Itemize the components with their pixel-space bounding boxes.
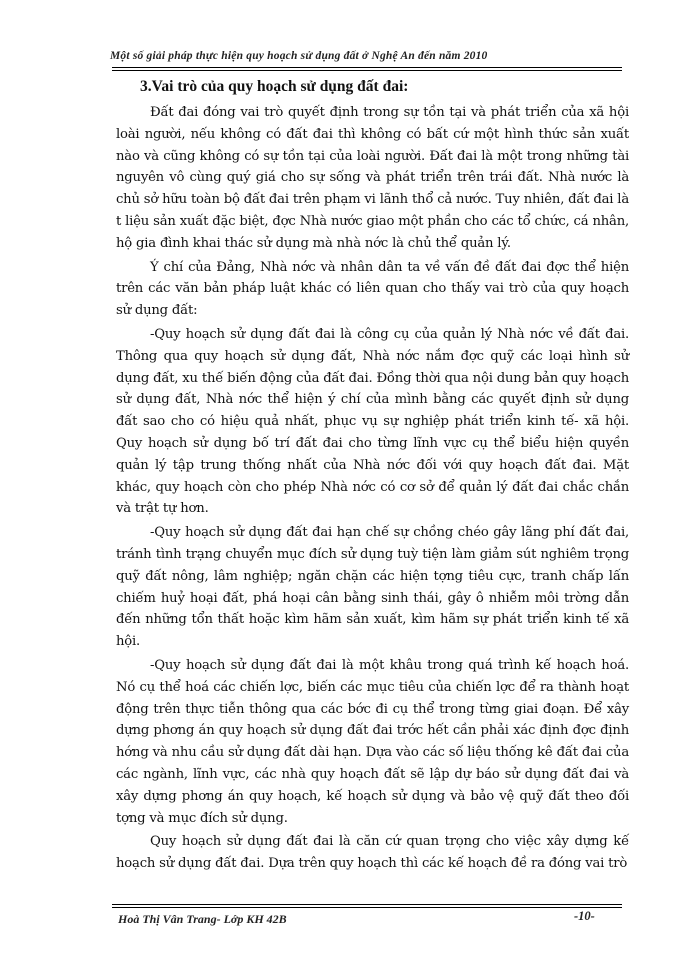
paragraph: -Quy hoạch sử dụng đất đai là một khâu trong quá trình kế hoạch hoá. Nó cụ thể hoá các chiến lợc, biến các mục tiêu của chiến lợc để ra thành hoạt động trên thực tiễn thông qua các bớc đi cụ thể trong từng giai đoạn. Để xây dựng phơng án quy hoạch sử dụng đất đai trớc hết cần phải xác định đợc định hớng và nhu cầu sử dụng đất dài hạn. Dựa vào các số liệu thống kê đất đai của các ngành, lĩnh vực, các nhà quy hoạch đất sẽ lập dự báo sử dụng đất đai và xây dựng phơng án quy hoạch, kế hoạch sử dụng và bảo vệ quỹ đất theo đối tợng và mục đích sử dụng. (116, 657, 629, 826)
paragraph: Quy hoạch sử dụng đất đai là căn cứ quan trọng cho việc xây dựng kế hoạch sử dụng đất đai. Dựa trên quy hoạch thì các kế hoạch đề ra đóng vai trò (116, 834, 629, 872)
footer-rule (112, 904, 622, 905)
page-body (116, 76, 629, 875)
footer-rule-thin (112, 907, 622, 908)
paragraph: Đất đai đóng vai trò quyết định trong sự tồn tại và phát triển của xã hội loài người, nếu không có đất đai thì không có bất cứ một hình thức sản xuất nào và cũng không có sự tồn tại của loài người. Đất đai là một trong những tài nguyên vô cùng quý giá cho sự sống và phát triển trên trái đất. Nhà nước là chủ sở hữu toàn bộ đất đai trên phạm vi lãnh thổ cả nước. Tuy nhiên, đất đai là t liệu sản xuất đặc biệt, đợc Nhà nước giao một phần cho các tổ chức, cá nhân, hộ gia đình khai thác sử dụng mà nhà nớc là chủ thể quản lý. (116, 105, 629, 251)
header-rule (112, 67, 622, 68)
paragraph: Ý chí của Đảng, Nhà nớc và nhân dân ta về vấn đề đất đai đợc thể hiện trên các văn bản pháp luật khác có liên quan cho thấy vai trò của quy hoạch sử dụng đất: (116, 259, 629, 319)
paragraph: -Quy hoạch sử dụng đất đai là công cụ của quản lý Nhà nớc về đất đai. Thông qua quy hoạch sử dụng đất, Nhà nớc nắm đợc quỹ các loại hình sử dụng đất, xu thế biến động của đất đai. Đồng thời qua nội dung bản quy hoạch sử dụng đất, Nhà nớc thể hiện ý chí của mình bằng các quyết định sử dụng đất sao cho có hiệu quả nhất, phục vụ sự nghiệp phát triển kinh tế- xã hội. Quy hoạch sử dụng bố trí đất đai cho từng lĩnh vực cụ thể biểu hiện quyền quản lý tập trung thống nhất của Nhà nớc đối với quy hoạch đất đai. Mặt khác, quy hoạch còn cho phép Nhà nớc có cơ sở để quản lý đất đai chắc chắn và trật tự hơn. (116, 326, 629, 517)
paragraph: -Quy hoạch sử dụng đất đai hạn chế sự chồng chéo gây lãng phí đất đai, tránh tình trạng chuyển mục đích sử dụng tuỳ tiện làm giảm sút nghiêm trọng quỹ đất nông, lâm nghiệp; ngăn chặn các hiện tợng tiêu cực, tranh chấp lấn chiếm huỷ hoại đất, phá hoại cân bằng sinh thái, gây ô nhiễm môi trờng dẫn đến những tổn thất hoặc kìm hãm sản xuất, kìm hãm sự phát triển kinh tế xã hội. (116, 525, 629, 650)
header-rule-thin (112, 70, 622, 71)
page-number: -10- (574, 909, 595, 923)
section-heading: 3.Vai trò của quy hoạch sử dụng đất đai: (140, 78, 409, 95)
footer-author: Hoà Thị Vân Trang- Lớp KH 42B (118, 912, 287, 926)
running-header: Một số giải pháp thực hiện quy hoạch sử dụng đất ở Nghệ An đến năm 2010 (110, 50, 488, 62)
